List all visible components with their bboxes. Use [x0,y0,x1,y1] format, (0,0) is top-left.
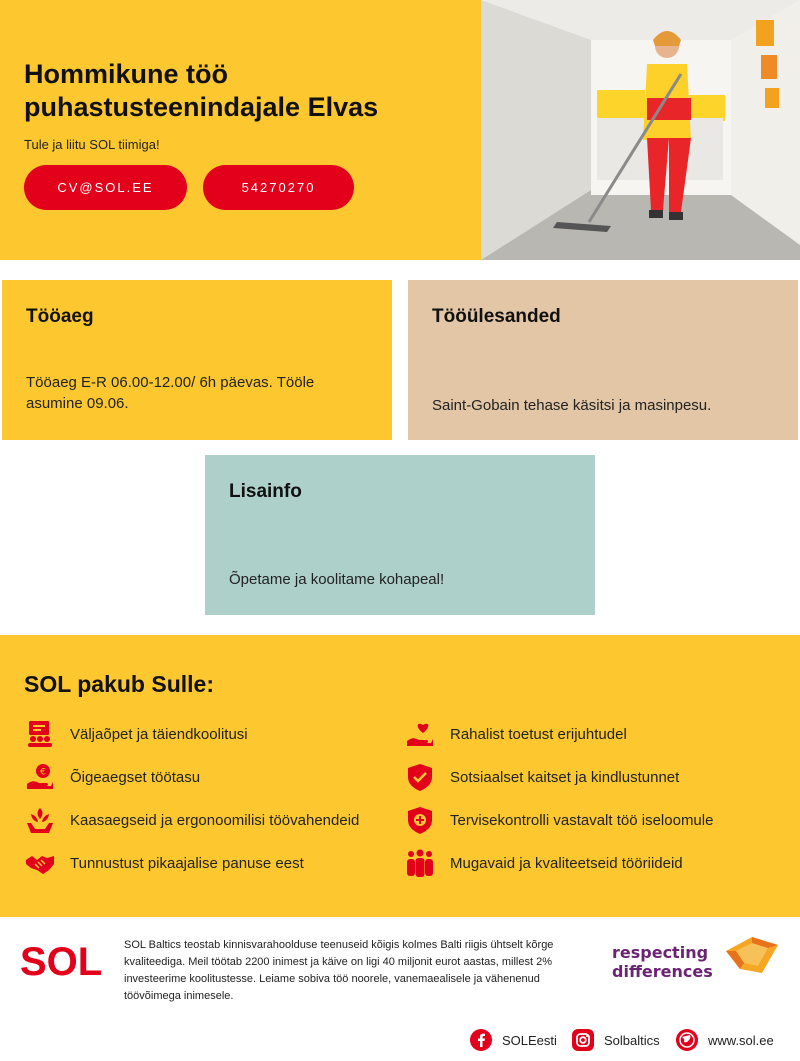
company-description: SOL Baltics teostab kinnisvarahoolduse teenuseid kõigis kolmes Balti riigis ühtselt kõrge kvaliteediga. Meil töötab 2200 inimest ja käive on ligi 40 miljonit eurot aastas, millest 2% investeerime koolitustesse. Leiame sobiva töö noorele, vanemaealisele ja vähenenud töövõimega inimesele. [124,939,554,1002]
cleaner-photo [481,0,800,260]
card-text: Õpetame ja koolitame kohapeal! [229,571,445,588]
offer-label: Kaasaegseid ja ergonoomilisi töövahendeid [70,811,360,829]
page-title [24,58,464,124]
offer-label: Tervisekontrolli vastavalt töö iseloomule [450,811,714,829]
website-link[interactable] [676,1029,774,1051]
slogan-line-1: respecting [612,943,709,962]
offer-label: Tunnustust pikaajalise panuse eest [70,854,304,872]
offer-label: Mugavaid ja kvaliteetseid tööriideid [450,854,683,872]
offer-item [404,847,683,879]
phone-button[interactable]: 54270270 [203,165,354,210]
offers-title: SOL pakub Sulle: [24,671,214,697]
offer-label: Sotsiaalset kaitset ja kindlustunnet [450,768,680,786]
title-line-1: Hommikune töö [24,59,229,89]
respecting-differences-slogan [612,943,713,981]
footer [0,917,800,1061]
facebook-label: SOLEesti [502,1032,557,1048]
sol-logo-text: SOL [20,940,103,979]
offer-item [24,761,200,793]
tools-icon [24,804,56,836]
globe-icon [676,1029,698,1051]
offer-label: Rahalist toetust erijuhtudel [450,725,627,743]
card-extra-info [205,455,595,615]
offer-item [24,804,359,836]
salary-icon [24,761,56,793]
heart-hand-icon [404,718,436,750]
shield-check-icon [404,761,436,793]
facebook-link[interactable] [470,1029,557,1051]
respect-logo-icon [722,935,780,980]
hero-subtitle: Tule ja liitu SOL tiimiga! [24,137,160,152]
slogan-line-2: differences [612,962,713,981]
offer-label: Õigeaegset töötasu [70,768,201,786]
training-icon [24,718,56,750]
offer-item [24,718,248,750]
instagram-link[interactable] [572,1029,660,1051]
card-text: Saint-Gobain tehase käsitsi ja masinpesu. [432,397,712,414]
website-label: www.sol.ee [708,1032,774,1048]
offer-item [404,718,627,750]
card-tasks [408,280,798,440]
svg-text:€: € [40,767,46,778]
sol-logo [20,939,106,984]
team-icon [404,847,436,879]
card-work-time [2,280,392,440]
card-title: Tööülesanded [432,306,561,327]
email-button[interactable]: CV@SOL.EE [24,165,187,210]
shield-plus-icon [404,804,436,836]
facebook-icon [470,1029,492,1051]
instagram-label: Solbaltics [604,1032,660,1048]
card-title: Lisainfo [229,481,302,502]
title-line-2: puhastusteenindajale Elvas [24,92,379,122]
offer-item [24,847,304,879]
handshake-icon [24,847,56,879]
instagram-icon [572,1029,594,1051]
card-text: Tööaeg E-R 06.00-12.00/ 6h päevas. Tööle asumine 09.06. [26,374,315,412]
card-title: Tööaeg [26,306,94,327]
offer-item [404,761,679,793]
offers-section [0,635,800,917]
offer-label: Väljaõpet ja täiendkoolitusi [70,725,248,743]
offer-item [404,804,713,836]
